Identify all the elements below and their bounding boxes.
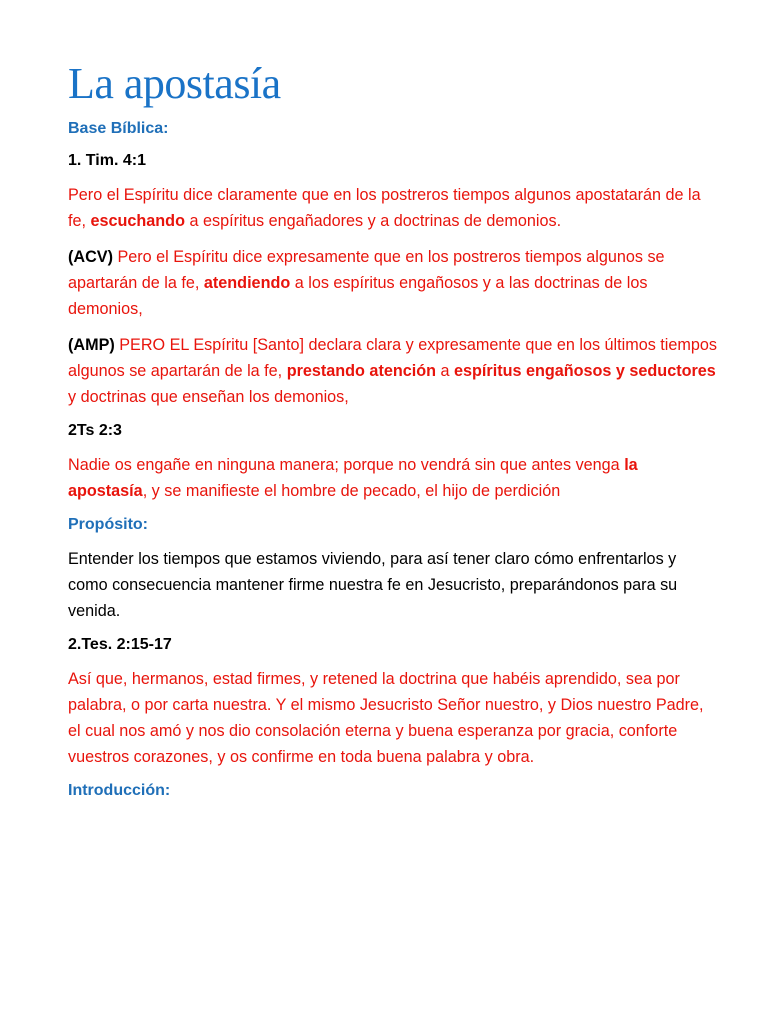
scripture-amp — [68, 332, 718, 410]
scripture-2ts-2-3 — [68, 452, 718, 504]
verse-text: y doctrinas que enseñan los demonios, — [68, 388, 349, 406]
verse-emphasis: atendiendo — [203, 274, 291, 292]
introduccion-heading: Introducción: — [68, 782, 171, 799]
verse-text: a espíritus engañadores y a doctrinas de demonios. — [184, 212, 562, 230]
reference-2ts-2-3: 2Ts 2:3 — [68, 422, 122, 439]
verse-text: a los espíritus engañosos y a las doctrinas de los demonios, — [68, 274, 648, 318]
verse-emphasis: espíritus engañosos y seductores — [454, 362, 716, 380]
verse-text: PERO EL Espíritu [Santo] declara clara y expresamente que en los últimos tiempos algunos se apartarán de la fe, — [68, 336, 717, 380]
proposito-text: Entender los tiempos que estamos viviendo, para así tener claro cómo enfrentarlos y como consecuencia mantener firme nuestra fe en Jesucristo, preparándonos para su venida. — [68, 550, 678, 620]
base-biblica-heading: Base Bíblica: — [68, 120, 169, 137]
page-title: La apostasía — [68, 59, 281, 108]
scripture-2-tes-2-15-17: Así que, hermanos, estad firmes, y retened la doctrina que habéis aprendido, sea por palabra, o por carta nuestra. Y el mismo Jesucristo Señor nuestro, y Dios nuestro Padre, el cual nos amó y nos dio consolación eterna y buena esperanza por gracia, conforte vuestros corazones, y os confirme en toda buena palabra y obra. — [68, 670, 704, 766]
document-body — [68, 58, 718, 812]
verse-emphasis: prestando atención — [286, 362, 436, 380]
proposito-heading: Propósito: — [68, 516, 148, 533]
verse-text: a — [436, 362, 454, 380]
version-tag-acv: (ACV) — [68, 248, 113, 266]
scripture-acv — [68, 244, 718, 322]
verse-text: Pero el Espíritu dice claramente que en los postreros tiempos algunos apostatarán de la fe, — [68, 186, 701, 230]
verse-text: , y se manifieste el hombre de pecado, el hijo de perdición — [142, 482, 561, 500]
reference-2-tes-2-15-17: 2.Tes. 2:15-17 — [68, 636, 172, 653]
verse-emphasis: escuchando — [90, 212, 185, 230]
version-tag-amp: (AMP) — [68, 336, 115, 354]
verse-emphasis: la apostasía — [68, 456, 638, 500]
reference-1-tim-4-1: 1. Tim. 4:1 — [68, 152, 146, 169]
verse-text: Pero el Espíritu dice expresamente que en los postreros tiempos algunos se apartarán de la fe, — [68, 248, 665, 292]
scripture-1-tim-4-1 — [68, 182, 718, 234]
verse-text: Nadie os engañe en ninguna manera; porque no vendrá sin que antes venga — [68, 456, 625, 474]
